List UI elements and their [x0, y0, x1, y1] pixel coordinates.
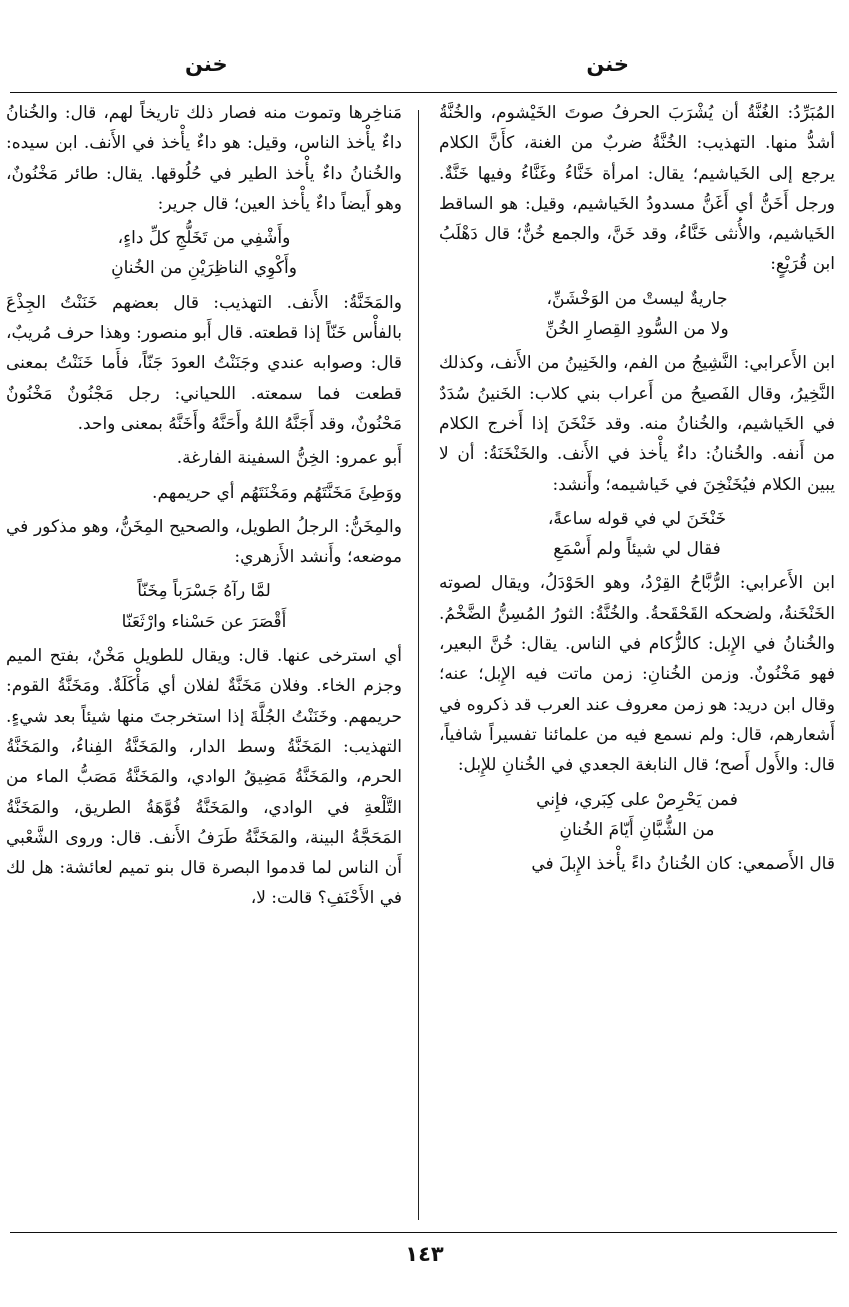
verse-line: فقال لي شيئاً ولم أَسْمَعِ — [553, 539, 721, 560]
entry-paragraph: المُبَرِّدُ: الغُنَّةُ أن يُشْرَبَ الحرفُ صوتَ الخَيْشوم، والخُنَّةُ أشدُّ منها. التهذيب: الخُنَّةُ ضربٌ من الغنة، كأَنَّ الكلام يرجع إلى الخَياشيم؛ يقال: امرأة خَنَّاءُ وغَنَّاءُ وفيها خَنَّةٌ. ورجل أَخَنُّ أي أَغَنُّ مسدودُ الخَياشيم، وقيل: هو الساقط الخَياشيم، والأُنثى خَنَّاءُ، وقد خَنَّ، والجمع خُنٌّ؛ قال دَهْلَبُ ابن قُرَيْعٍ: — [439, 103, 835, 275]
verse-quote — [439, 504, 835, 565]
right-column — [439, 98, 835, 1226]
verse-line: أَقْصَرَ عن حَسْناء وارْثَعَنّا — [121, 611, 287, 632]
verse-quote — [6, 576, 402, 637]
column-divider — [418, 110, 419, 1220]
verse-line: وأَشْفِي من تَخَلُّجِ كلِّ داءٍ، — [117, 228, 291, 249]
entry-paragraph: مَناخِرها وتموت منه فصار ذلك تاريخاً لهم، قال: والخُنانُ داءٌ يأْخذ الناس، وقيل: هو داءٌ يأْخذ في الأَنف. ابن سيده: والخُنانُ داءٌ يأْخذ الطير في حُلُوقها. يقال: طائر مَخْنُونٌ، وهو أَيضاً داءٌ يأْخذ العين؛ قال جرير: — [6, 103, 402, 214]
entry-paragraph: والمَخَنَّةُ: الأَنف. التهذيب: قال بعضهم خَنَنْتُ الجِذْعَ بالفأْس خَنّاً إذا قطعته. قال أَبو منصور: وهذا حرف مُريبٌ، قال: وصوابه عندي وجَنَنْتُ العودَ جَنّاً، فأَما خَنَنْتُ بمعنى قطعت فما سمعته. اللحياني: رجل مَجْنُونٌ مَخْنُونٌ مَحْنُونٌ، وقد أَجَنَّهُ اللهُ وأَحَنَّهُ وأَخَنَّهُ بمعنى واحد. — [6, 292, 402, 434]
verse-line: جاريةٌ ليستْ من الوَخْشَنِّ، — [546, 288, 728, 309]
verse-line: من الشُّبَّانِ أَيّامَ الخُنانِ — [559, 819, 715, 840]
left-column — [6, 98, 402, 1226]
header-rule — [10, 92, 837, 93]
entry-paragraph: والمِخَنُّ: الرجلُ الطويل، والصحيح المِخَنُّ، وهو مذكور في موضعه؛ وأَنشد الأَزهري: — [6, 516, 402, 568]
entry-paragraph: أي استرخى عنها. قال: ويقال للطويل مَخْنٌ، بفتح الميم وجزم الخاء. وفلان مَخَنَّةٌ لفلان أي مَأْكَلَةٌ. ومَخَنَّةُ القوم: حريمهم. وخَنَنْتُ الجُلَّةَ إذا استخرجتَ منها شيئاً بعد شيءٍ. التهذيب: المَخَنَّةُ وسط الدار، والمَخَنَّةُ الفِناءُ، والمَخَنَّةُ الحرم، والمَخَنَّةُ مَضِيقُ الوادي، والمَخَنَّةُ مَصَبُّ الماء من التَّلْعةِ في الوادي، والمَخَنَّةُ فُوَّهَةُ الطريق، والمَخَنَّةُ المَحَجَّةُ البينة، والمَخَنَّةُ طَرَفُ الأَنف. قال: وروى الشَّعْبي أَن الناس لما قدموا البصرة قال بنو تميم لعائشة: هل لك في الأَحْنَفِ؟ قالت: لا، — [6, 646, 402, 909]
verse-line: خَنْخَنَ لي في قوله ساعةً، — [547, 508, 727, 529]
entry-paragraph: أَبو عمرو: الخِنُّ السفينة الفارغة. — [176, 448, 402, 469]
verse-line: وأَكْوِي الناظِرَيْنِ من الخُنانِ — [111, 258, 297, 279]
running-head-right: خنن — [586, 52, 629, 76]
verse-line: ولا من السُّودِ القِصارِ الخُنِّ — [545, 319, 729, 340]
entry-paragraph: قال الأَصمعي: كان الخُنانُ داءً يأْخذ الإِبلَ في — [531, 854, 835, 875]
verse-quote — [439, 284, 835, 345]
entry-paragraph: ابن الأَعرابي: النَّشِيجُ من الفم، والخَنِينُ من الأَنف، وكذلك النَّخِيرُ، وقال الفَصيحُ من أَعراب بني كلاب: الخَنينُ سُدَدٌ في الخَياشيم، والخُنانُ منه. وقد خَنْخَنَ إذا أَخرج الكلام من أَنفه. والخُنانُ: داءٌ يأْخذ في الأَنف. والخَنْخَنَةُ: أن لا يبين الكلام فيُخَنْخِنَ في خَياشيمه؛ وأَنشد: — [439, 353, 835, 495]
verse-line: فمن يَحْرِصْ على كِبَري، فإِني — [536, 789, 738, 810]
verse-quote — [6, 223, 402, 284]
verse-quote — [439, 785, 835, 846]
verse-line: لمَّا رآهُ جَسْرَباً مِخَنّاً — [137, 581, 271, 602]
running-head-left: خنن — [185, 52, 228, 76]
entry-paragraph: ووَطِئَ مَخَنَّتَهُم ومَخْنَتَهُم أي حريمهم. — [152, 482, 402, 503]
page-number: ١٤٣ — [405, 1242, 444, 1266]
entry-paragraph: ابن الأَعرابي: الرُّبَّاحُ القِرْدُ، وهو الحَوْدَلُ، ويقال لصوته الخَنْخَنةُ، ولضحكه القَحْقَحةُ. والخُنَّةُ: الثورُ المُسِنُّ الضَّخْمُ. والخُنانُ في الإِبل: كالزُّكام في الناس. يقال: خُنَّ البعير، فهو مَخْنُونٌ. وزمن الخُنانِ: زمن ماتت فيه الإِبل؛ عنه؛ وقال ابن دريد: هو زمن معروف عند العرب قد ذكروه في أَشعارهم، قال: ولم نسمع فيه من علمائنا تفسيراً شافياً، قال: والأَول أَصح؛ قال النابغة الجعدي في الخُنانِ للإِبل: — [439, 573, 835, 776]
footer-rule — [10, 1232, 837, 1233]
